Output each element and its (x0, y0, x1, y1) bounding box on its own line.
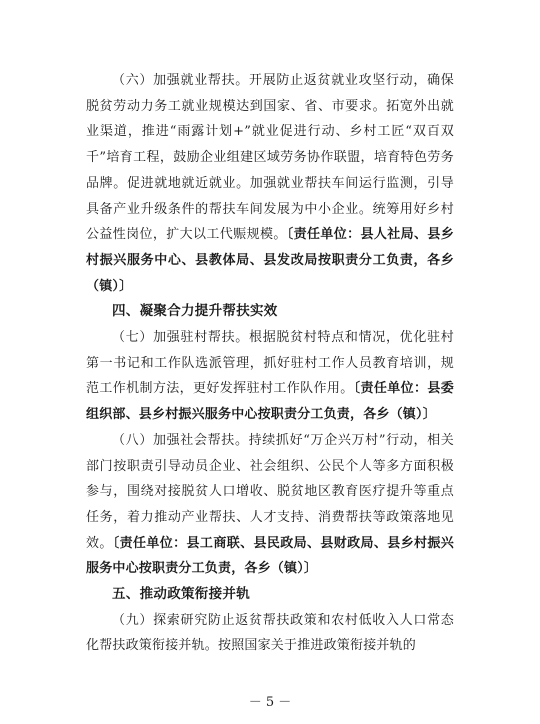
responsibility-units: 〔责任单位：县工商联、县民政局、县财政局、县乡村振兴服务中心按职责分工负责，各乡（镇）〕 (86, 535, 454, 577)
paragraph-text: （九）探索研究防止返贫帮扶政策和农村低收入人口常态化帮扶政策衔接并轨。按照国家关于推进政策衔接并轨的 (86, 612, 454, 654)
paragraph-text: （七）加强驻村帮扶。根据脱贫村特点和情况，优化驻村第一书记和工作队选派管理，抓好驻村工作人员教育培训，规范工作机制方法，更好发挥驻村工作队作用。 (86, 330, 454, 397)
section-heading-5: 五、推动政策衔接并轨 (112, 586, 250, 603)
section-heading-4: 四、凝聚合力提升帮扶实效 (112, 303, 278, 320)
responsibility-units: 〔责任单位：县人社局、县乡村振兴服务中心、县教体局、县发改局按职责分工负责，各乡（镇）〕 (86, 227, 454, 294)
responsibility-units: 〔责任单位：县委组织部、县乡村振兴服务中心按职责分工负责，各乡（镇）〕 (86, 381, 454, 423)
paragraph-policy-integration (86, 608, 454, 659)
paragraph-text: （八）加强社会帮扶。持续抓好“万企兴万村”行动，相关部门按职责引导动员企业、社会组织、公民个人等多方面积极参与，围绕对接脱贫人口增收、脱贫地区教育医疗提升等重点任务，着力推动产业帮扶、人才支持、消费帮扶等政策落地见效。 (86, 432, 454, 551)
paragraph-employment-assistance (86, 68, 454, 299)
page-number: － 5 － (248, 695, 292, 710)
paragraph-village-assistance (86, 325, 454, 428)
paragraph-social-assistance (86, 428, 454, 582)
paragraph-text: （六）加强就业帮扶。开展防止返贫就业攻坚行动，确保脱贫劳动力务工就业规模达到国家、省、市要求。拓宽外出就业渠道，推进“雨露计划+”就业促进行动、乡村工匠“双百双千”培育工程，鼓励企业组建区域劳务协作联盟，培育特色劳务品牌。促进就地就近就业。加强就业帮扶车间运行监测，引导具备产业升级条件的帮扶车间发展为中小企业。统筹用好乡村公益性岗位，扩大以工代赈规模。 (86, 73, 454, 243)
